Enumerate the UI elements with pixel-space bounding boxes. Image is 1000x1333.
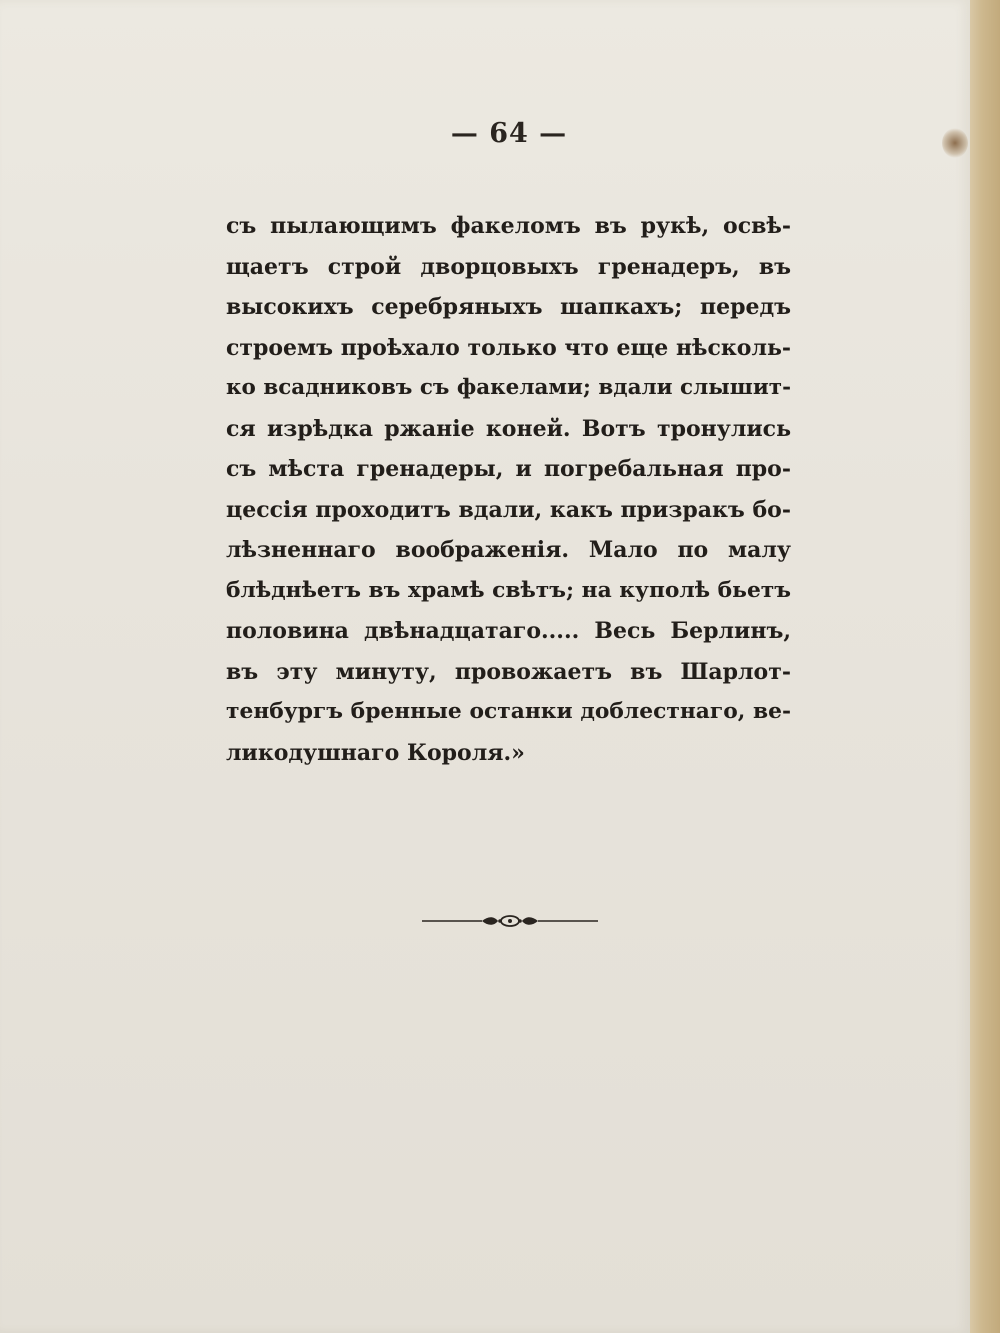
text-line: ся изрѣдка ржаніе коней. Вотъ тронулись — [226, 415, 791, 442]
text-line: щаетъ строй дворцовыхъ гренадеръ, въ — [226, 253, 791, 280]
text-line: съ мѣста гренадеры, и погребальная про- — [226, 456, 791, 482]
text-line: ликодушнаго Короля.» — [226, 739, 525, 766]
text-line: половина двѣнадцатаго..... Весь Берлинъ, — [226, 618, 791, 644]
text-line: строемъ проѣхало только что еще нѣсколь- — [226, 334, 791, 361]
ornament-divider-icon — [420, 906, 600, 936]
text-line: цессія проходитъ вдали, какъ призракъ бо- — [226, 496, 791, 523]
text-line: лѣзненнаго воображенія. Мало по малу — [226, 537, 791, 563]
text-line: ко всадниковъ съ факелами; вдали слышит- — [226, 375, 791, 400]
text-line: въ эту минуту, провожаетъ въ Шарлот- — [226, 658, 791, 685]
text-line: высокихъ серебряныхъ шапкахъ; передъ — [226, 294, 791, 320]
page-edge — [970, 0, 1000, 1333]
text-line: съ пылающимъ факеломъ въ рукѣ, освѣ- — [226, 213, 791, 239]
page-number: — 64 — — [450, 118, 568, 149]
body-text — [226, 206, 791, 773]
text-line: блѣднѣетъ въ храмѣ свѣтъ; на куполѣ бьетъ — [226, 577, 791, 603]
text-line: тенбургъ бренные останки доблестнаго, ве- — [226, 699, 791, 724]
